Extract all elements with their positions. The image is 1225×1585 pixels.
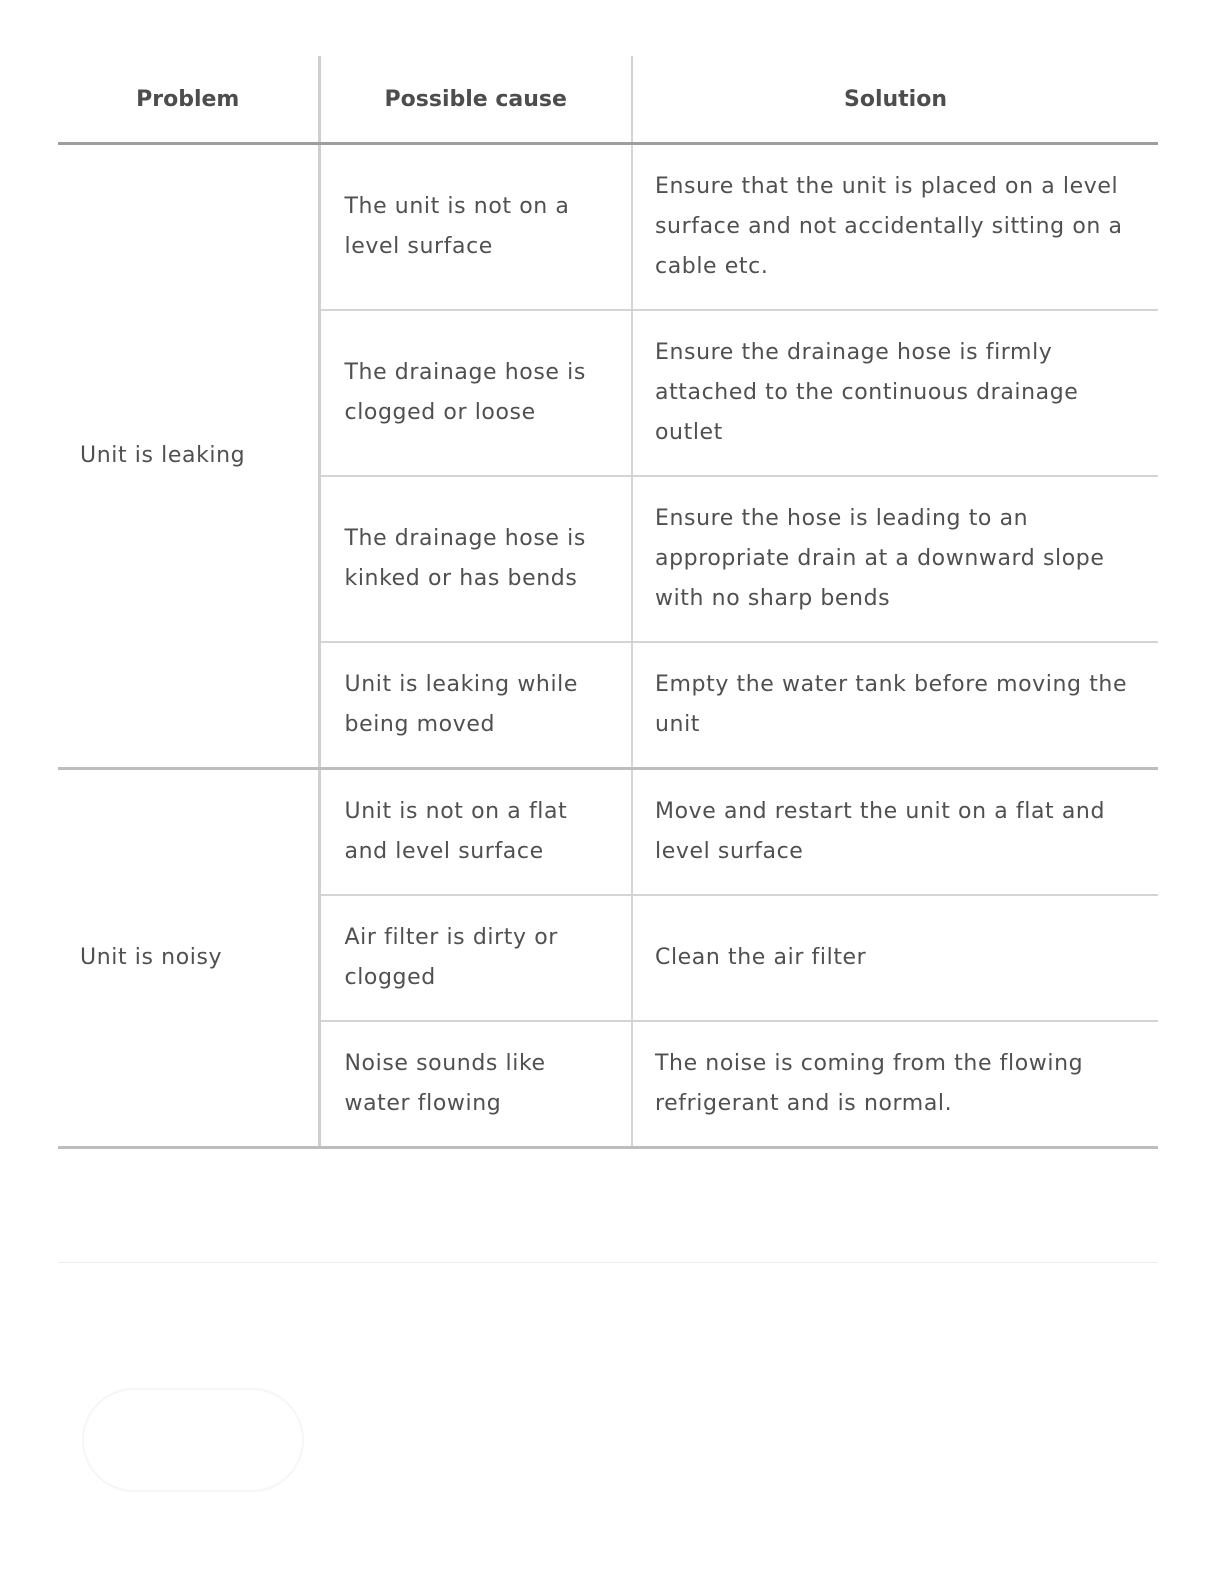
troubleshooting-table [58, 56, 1158, 1149]
solution-cell: The noise is coming from the flowing refrigerant and is normal. [632, 1021, 1158, 1148]
page-divider [58, 1262, 1158, 1263]
table-body [58, 144, 1158, 1148]
cause-cell: The drainage hose is kinked or has bends [319, 476, 632, 642]
solution-cell: Ensure the hose is leading to an appropriate drain at a downward slope with no sharp bends [632, 476, 1158, 642]
problem-cell: Unit is leaking [58, 144, 319, 769]
cause-cell: Noise sounds like water flowing [319, 1021, 632, 1148]
solution-cell: Ensure that the unit is placed on a level surface and not accidentally sitting on a cable etc. [632, 144, 1158, 311]
problem-cell: Unit is noisy [58, 769, 319, 1148]
header-problem: Problem [58, 56, 319, 144]
cause-cell: Air filter is dirty or clogged [319, 895, 632, 1021]
table-row [58, 144, 1158, 311]
header-row [58, 56, 1158, 144]
solution-cell: Move and restart the unit on a flat and level surface [632, 769, 1158, 896]
solution-cell: Empty the water tank before moving the unit [632, 642, 1158, 769]
cause-cell: Unit is leaking while being moved [319, 642, 632, 769]
header-possible-cause: Possible cause [319, 56, 632, 144]
cause-cell: The unit is not on a level surface [319, 144, 632, 311]
header-solution: Solution [632, 56, 1158, 144]
faint-rounded-outline [82, 1388, 304, 1492]
solution-cell: Clean the air filter [632, 895, 1158, 1021]
cause-cell: The drainage hose is clogged or loose [319, 310, 632, 476]
cause-cell: Unit is not on a flat and level surface [319, 769, 632, 896]
table-header [58, 56, 1158, 144]
solution-cell: Ensure the drainage hose is firmly attached to the continuous drainage outlet [632, 310, 1158, 476]
table-row [58, 769, 1158, 896]
